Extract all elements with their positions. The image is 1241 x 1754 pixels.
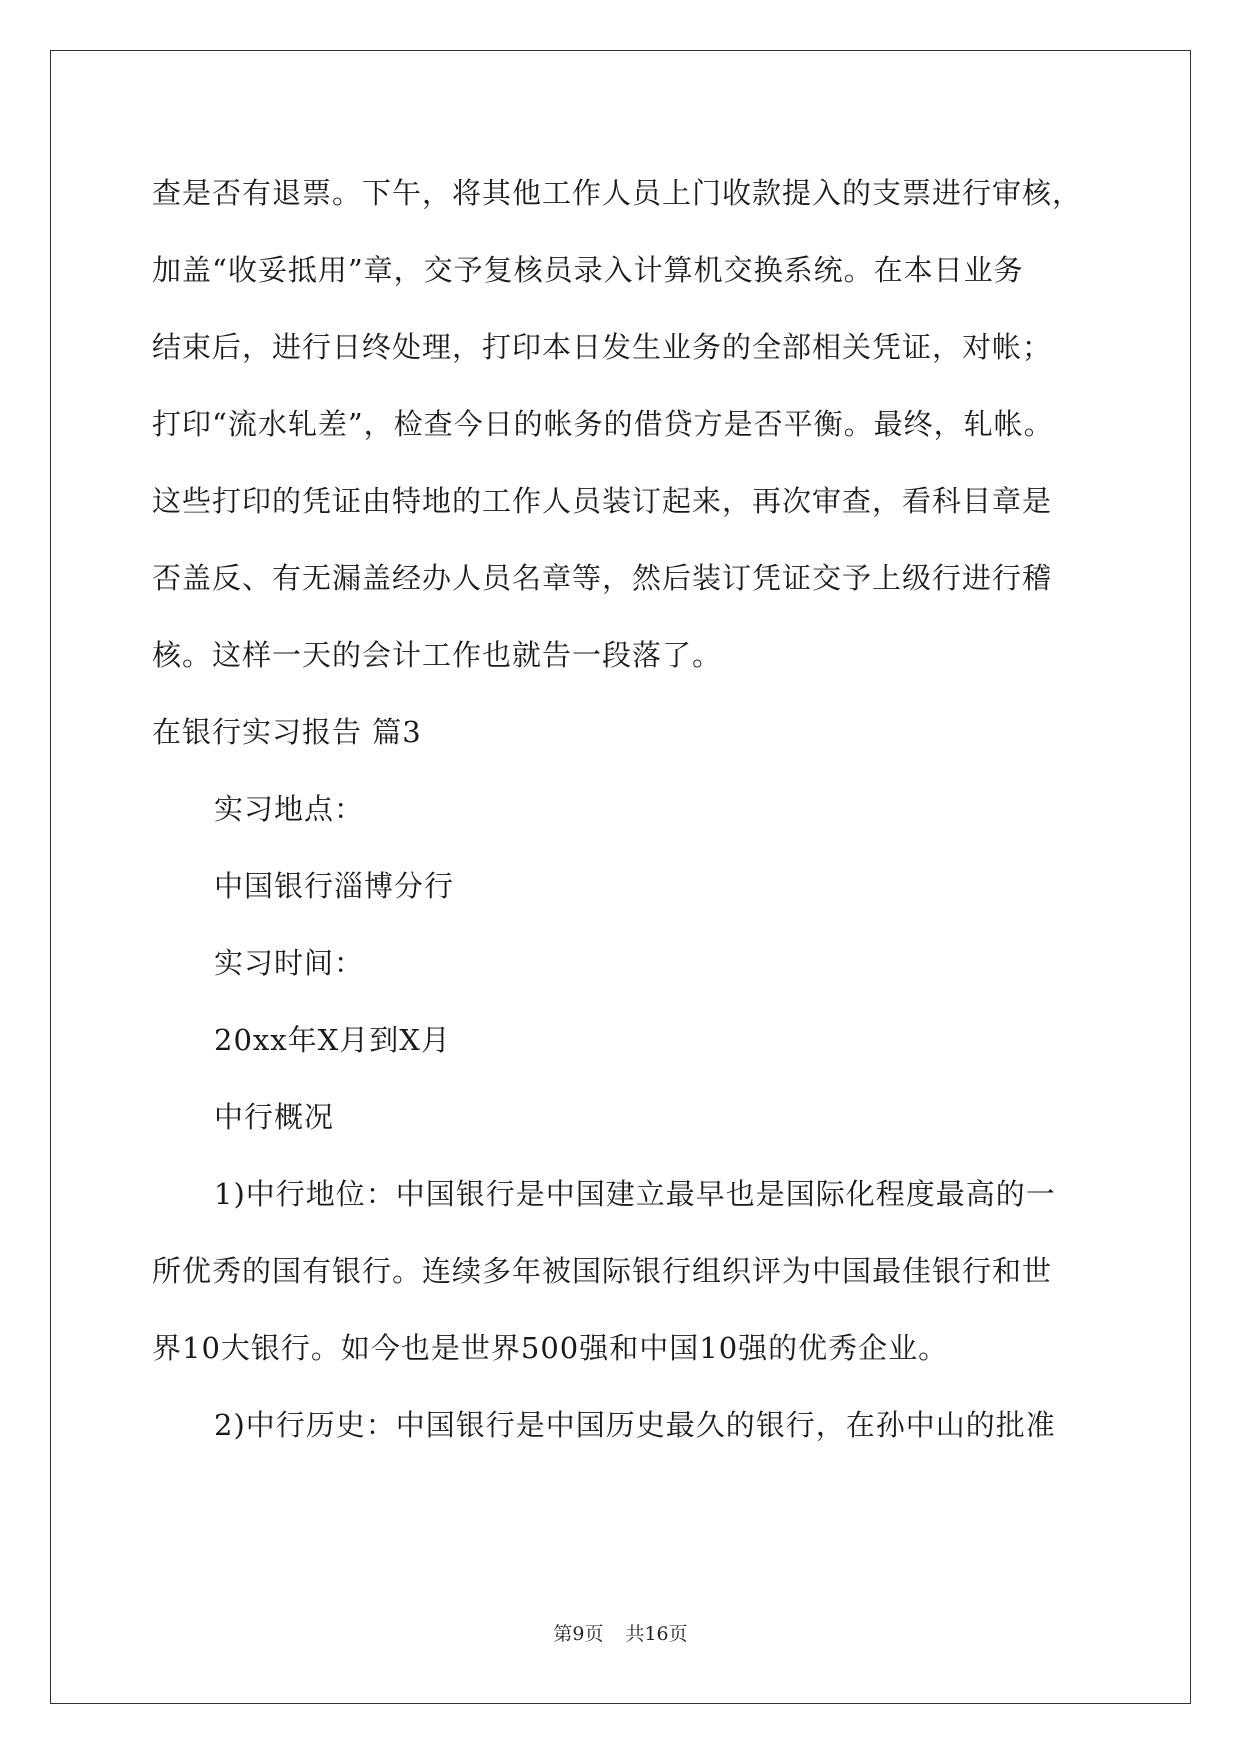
paragraph-line: 查是否有退票。下午，将其他工作人员上门收款提入的支票进行审核， <box>152 176 1083 210</box>
page-total: 共16页 <box>625 1623 688 1645</box>
page-number: 第9页 <box>553 1623 604 1645</box>
page-footer <box>0 1619 1241 1646</box>
paragraph-line: 加盖“收妥抵用”章，交予复核员录入计算机交换系统。在本日业务 <box>152 253 1024 287</box>
paragraph-line: 打印“流水轧差”，检查今日的帐务的借贷方是否平衡。最终，轧帐。 <box>152 407 1054 441</box>
history-line: 2)中行历史：中国银行是中国历史最久的银行，在孙中山的批准 <box>214 1408 1056 1442</box>
time-label: 实习时间： <box>214 946 365 980</box>
status-line: 所优秀的国有银行。连续多年被国际银行组织评为中国最佳银行和世 <box>152 1254 1053 1288</box>
overview-heading: 中行概况 <box>214 1100 335 1134</box>
paragraph-line: 这些打印的凭证由特地的工作人员装订起来，再次审查，看科目章是 <box>152 484 1053 518</box>
time-value: 20xx年X月到X月 <box>214 1023 451 1057</box>
status-line: 1)中行地位：中国银行是中国建立最早也是国际化程度最高的一 <box>214 1177 1056 1211</box>
location-label: 实习地点： <box>214 792 365 826</box>
location-value: 中国银行淄博分行 <box>214 869 455 903</box>
status-line: 界10大银行。如今也是世界500强和中国10强的优秀企业。 <box>152 1331 949 1365</box>
paragraph-line: 核。这样一天的会计工作也就告一段落了。 <box>152 638 723 672</box>
section-title: 在银行实习报告 篇3 <box>152 715 422 749</box>
document-body <box>152 155 1092 1464</box>
paragraph-line: 否盖反、有无漏盖经办人员名章等，然后装订凭证交予上级行进行稽 <box>152 561 1053 595</box>
paragraph-line: 结束后，进行日终处理，打印本日发生业务的全部相关凭证，对帐； <box>152 330 1053 364</box>
